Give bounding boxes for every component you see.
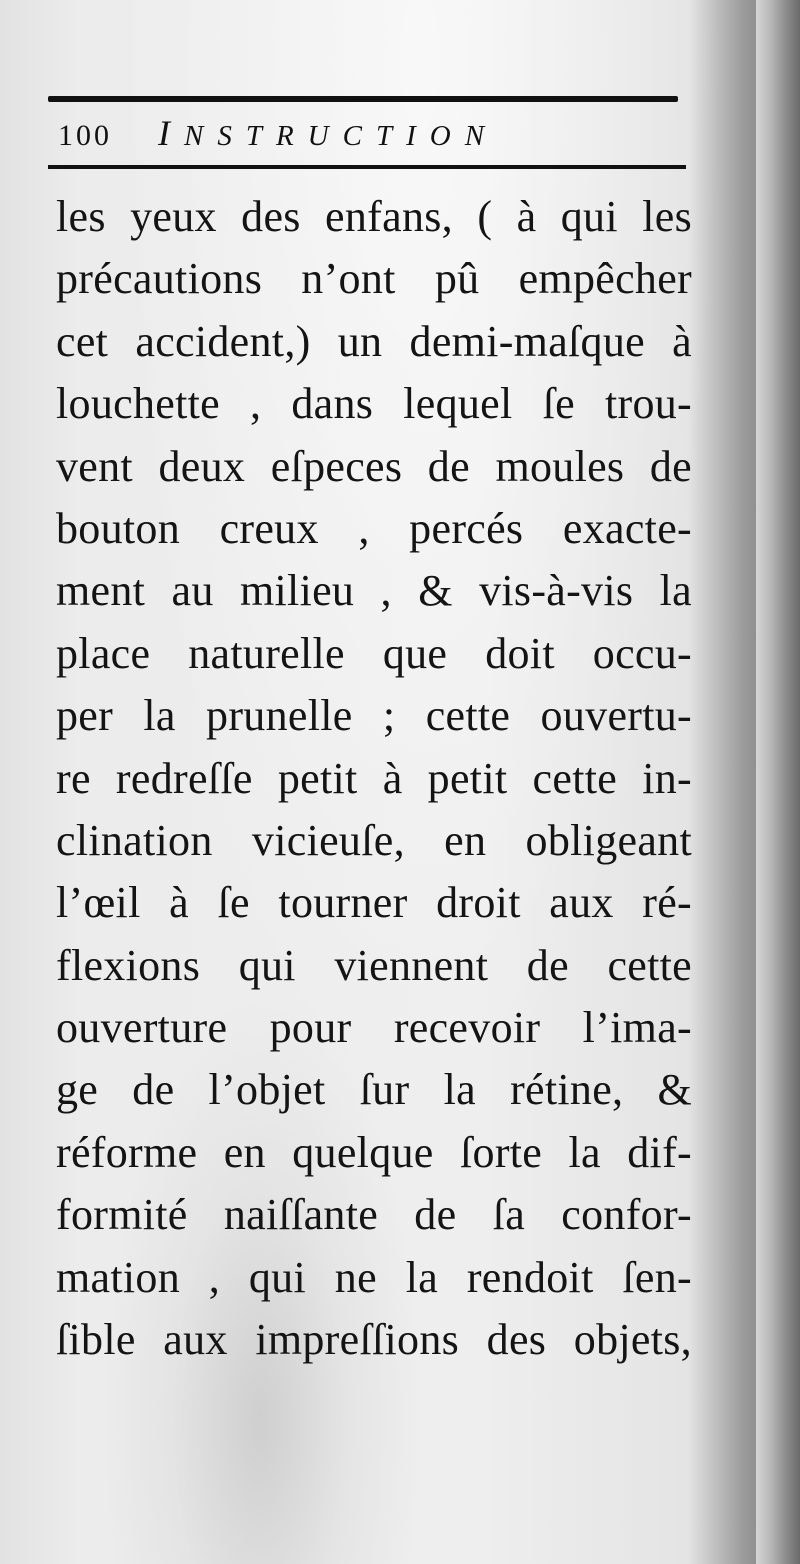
text-line: vent deux eſpeces de moules de — [56, 441, 692, 491]
running-head — [58, 112, 498, 158]
text-line: bouton creux , percés exacte- — [56, 503, 692, 553]
text-line: louchette , dans lequel ſe trou- — [56, 379, 692, 429]
page-edge-shadow — [756, 0, 800, 1564]
header-bottom-rule — [48, 165, 686, 169]
text-line: flexions qui viennent de cette — [56, 940, 692, 990]
text-line: ouverture pour recevoir l’ima- — [56, 1003, 692, 1053]
text-line: place naturelle que doit occu- — [56, 628, 692, 678]
text-line: clination vicieuſe, en obligeant — [56, 815, 692, 865]
running-title: INSTRUCTION — [158, 113, 499, 153]
text-line: mation , qui ne la rendoit ſen- — [56, 1252, 692, 1302]
text-line: ſible aux impreſſions des objets, — [56, 1315, 692, 1365]
text-line: per la prunelle ; cette ouvertu- — [56, 691, 692, 741]
text-line: l’œil à ſe tourner droit aux ré- — [56, 878, 692, 928]
text-line: précautions n’ont pû empêcher — [56, 254, 692, 304]
header-top-rule — [48, 96, 678, 102]
text-line: ge de l’objet ſur la rétine, & — [56, 1065, 692, 1115]
text-line: formité naiſſante de ſa confor- — [56, 1190, 692, 1240]
text-line: les yeux des enfans, ( à qui les — [56, 192, 692, 241]
text-line: re redreſſe petit à petit cette in- — [56, 753, 692, 803]
text-line: ment au milieu , & vis-à-vis la — [56, 566, 692, 616]
text-line: réforme en quelque ſorte la dif- — [56, 1127, 692, 1177]
body-text — [56, 186, 692, 1371]
page-number: 100 — [58, 119, 112, 152]
text-line: cet accident,) un demi-maſque à — [56, 316, 692, 366]
